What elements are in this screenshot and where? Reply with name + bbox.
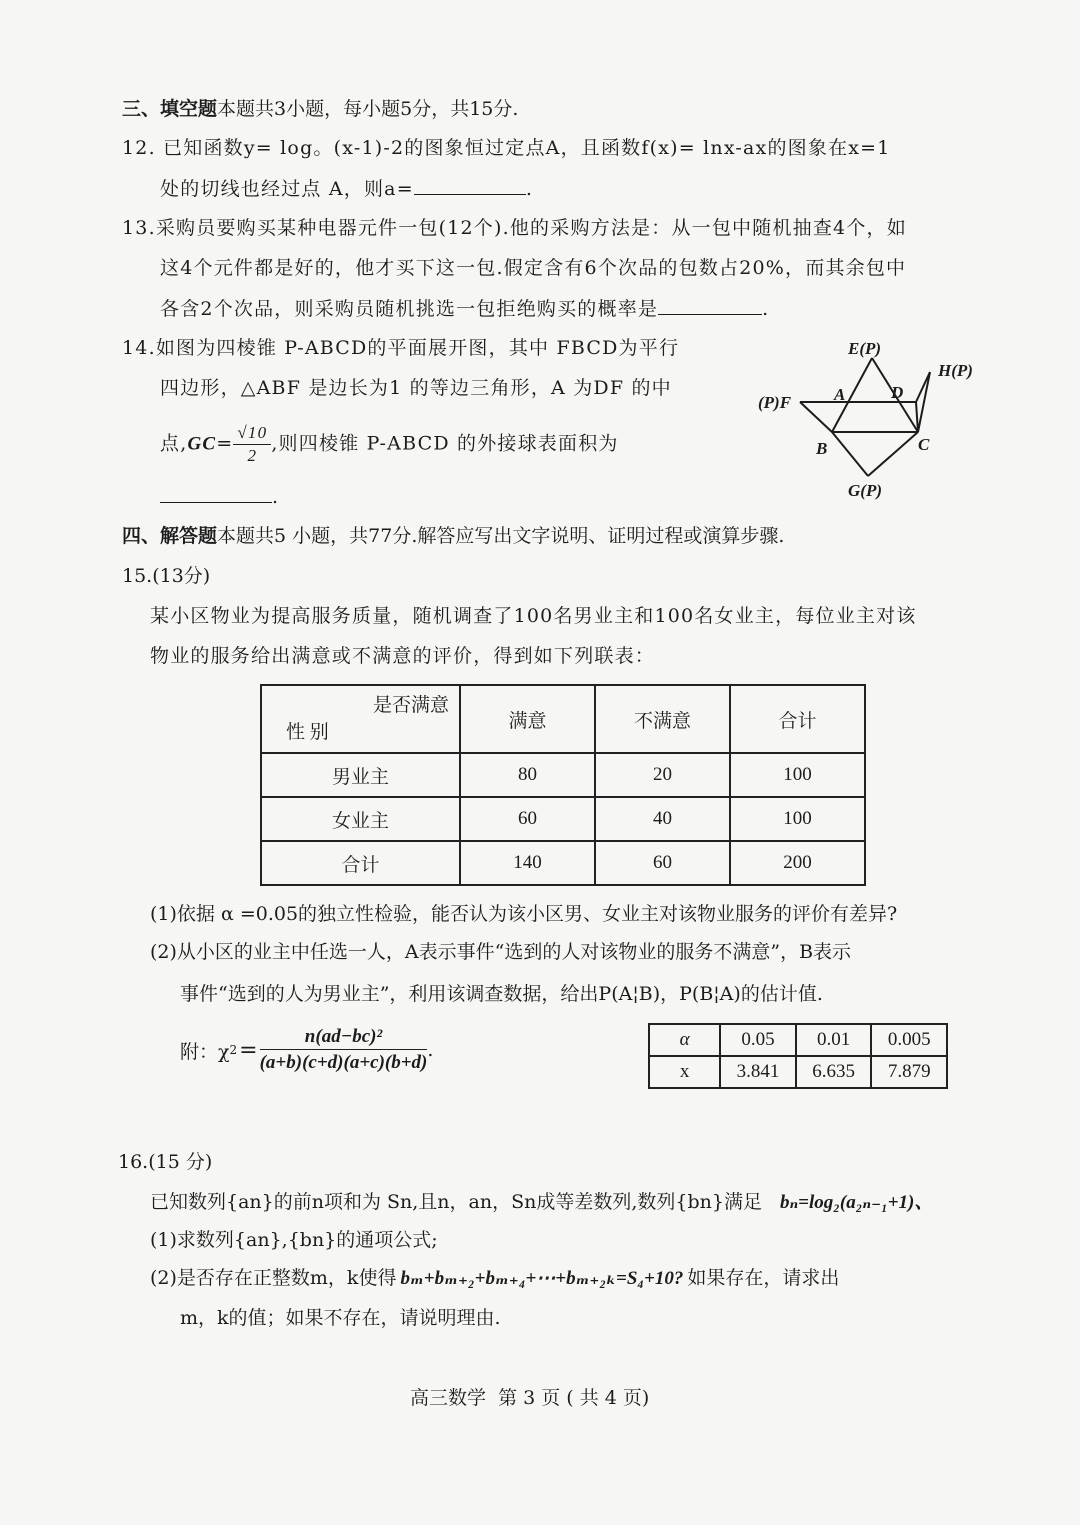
cell: 3.841 <box>720 1056 796 1088</box>
q14-line3 <box>160 424 619 465</box>
q14-eq: = <box>216 432 234 455</box>
cell: 60 <box>595 841 730 885</box>
q13-line1: 13.采购员要购买某种电器元件一包(12个).他的采购方法是：从一包中随机抽查4个，如 <box>122 217 907 239</box>
corner-bottom-label: 性 别 <box>286 722 329 743</box>
cell: 60 <box>460 797 595 841</box>
q16-sub2-cont: m，k的值；如果不存在，请说明理由. <box>180 1307 501 1329</box>
table-row <box>261 841 865 885</box>
label-H: H(P) <box>938 361 973 380</box>
label-A: A <box>834 385 846 404</box>
cell: 0.05 <box>720 1024 796 1056</box>
q16-sub2-text: (2)是否存在正整数m，k使得 <box>150 1267 397 1289</box>
q12-period: . <box>525 178 534 200</box>
chi-square-fraction <box>260 1026 428 1074</box>
cell: 40 <box>595 797 730 841</box>
section4-desc: 本题共5 小题，共77分.解答应写出文字说明、证明过程或演算步骤. <box>217 525 785 547</box>
cell: 100 <box>730 797 865 841</box>
q14-period: . <box>272 486 279 508</box>
row-label: 合计 <box>261 841 460 885</box>
q13-line2: 这4个元件都是好的，他才买下这一包.假定含有6个次品的包数占20%，而其余包中 <box>160 257 907 279</box>
cell: 80 <box>460 753 595 797</box>
edge-GC <box>868 432 918 476</box>
x-label: x <box>649 1056 720 1088</box>
q12-line2-text: 处的切线也经过点 A，则a= <box>160 178 414 200</box>
gc-fraction-num: √10 <box>233 424 271 445</box>
q16-line1 <box>150 1188 933 1217</box>
q16-sub2-post: 如果存在，请求出 <box>687 1267 840 1289</box>
q15-head: 15.(13分) <box>122 565 211 587</box>
section3-label: 三、填空题 <box>122 98 218 120</box>
q14-line3-post: ,则四棱锥 P-ABCD 的外接球表面积为 <box>271 432 619 455</box>
cell: 100 <box>730 753 865 797</box>
header-total: 合计 <box>730 685 865 753</box>
formula-eq: = <box>239 1037 258 1063</box>
bn-formula: bₙ=log₂(a₂ₙ₋₁+1)、 <box>779 1192 934 1213</box>
q13-line3 <box>160 294 769 323</box>
section4-label: 四、解答题 <box>122 525 218 547</box>
q13-answer-blank <box>658 294 762 315</box>
q14-line2: 四边形，△ABF 是边长为1 的等边三角形，A 为DF 的中 <box>160 377 672 399</box>
q16-line1-text: 已知数列{an}的前n项和为 Sn,且n，an，Sn成等差数列,数列{bn}满足 <box>150 1191 762 1213</box>
cell: 140 <box>460 841 595 885</box>
q16-sub1: (1)求数列{an},{bn}的通项公式; <box>150 1229 438 1251</box>
label-C: C <box>918 435 930 454</box>
q12-line1: 12. 已知函数y= log。(x-1)-2的图象恒过定点A，且函数f(x)= lnx-ax的图象在x=1 <box>122 137 891 159</box>
q15-p1: 某小区物业为提高服务质量，随机调查了100名男业主和100名女业主，每位业主对该 <box>150 605 917 627</box>
table-row <box>649 1024 947 1056</box>
q13-line3-text: 各含2个次品，则采购员随机挑选一包拒绝购买的概率是 <box>160 298 659 320</box>
q14-line3-pre: 点, <box>160 432 188 455</box>
contingency-table <box>260 684 866 886</box>
cell: 20 <box>595 753 730 797</box>
label-B: B <box>816 439 828 458</box>
edge-HC <box>918 372 930 432</box>
cell: 200 <box>730 841 865 885</box>
q15-sub1: (1)依据 α =0.05的独立性检验，能否认为该小区男、女业主对该物业服务的评价有差异? <box>150 903 898 925</box>
q15-p2: 物业的服务给出满意或不满意的评价，得到如下列联表： <box>150 645 656 667</box>
chi-square-formula <box>180 1026 433 1074</box>
cell: 0.01 <box>796 1024 872 1056</box>
q16-head: 16.(15 分) <box>118 1151 213 1173</box>
header-satisfied: 满意 <box>460 685 595 753</box>
cell: 6.635 <box>796 1056 872 1088</box>
q14-answer-blank <box>160 482 272 503</box>
section4-heading <box>122 522 784 550</box>
table-corner-cell <box>261 685 460 753</box>
table-row <box>261 797 865 841</box>
page-footer: 高三数学 第 3 页 ( 共 4 页) <box>410 1387 650 1409</box>
section3-heading <box>122 95 518 123</box>
section3-desc: 本题共3小题，每小题5分，共15分. <box>217 98 519 120</box>
formula-num: n(ad−bc)² <box>260 1026 428 1050</box>
q16-sub2 <box>150 1264 839 1293</box>
table-header-row <box>261 685 865 753</box>
header-unsatisfied: 不满意 <box>595 685 730 753</box>
corner-top-label: 是否满意 <box>372 695 449 716</box>
critical-value-table <box>648 1023 948 1089</box>
q12-answer-blank <box>414 174 526 195</box>
edge-FB <box>800 402 832 432</box>
q14-line4 <box>160 482 278 511</box>
gc-fraction-den: 2 <box>247 446 258 465</box>
q15-sub2b: 事件“选到的人为男业主”，利用该调查数据，给出P(A¦B)，P(B¦A)的估计值. <box>180 983 823 1005</box>
formula-end: . <box>427 1039 434 1061</box>
q12-line2 <box>160 174 533 203</box>
label-F: (P)F <box>758 393 792 412</box>
table-row <box>261 753 865 797</box>
table-row <box>649 1056 947 1088</box>
formula-den: (a+b)(c+d)(a+c)(b+d) <box>259 1052 428 1073</box>
gc-fraction <box>233 424 271 465</box>
formula-sq: 2 <box>229 1043 238 1057</box>
q13-period: . <box>762 298 770 320</box>
row-label: 女业主 <box>261 797 460 841</box>
q15-sub2a: (2)从小区的业主中任选一人，A表示事件“选到的人对该物业的服务不满意”，B表示 <box>150 941 852 963</box>
sum-formula: bₘ+bₘ₊₂+bₘ₊₄+⋯+bₘ₊₂ₖ=S₄+10? <box>400 1268 684 1289</box>
alpha-label: α <box>649 1024 720 1056</box>
q14-line1: 14.如图为四棱锥 P-ABCD的平面展开图，其中 FBCD为平行 <box>122 337 680 359</box>
pyramid-net-figure <box>750 336 990 501</box>
label-E: E(P) <box>848 339 882 358</box>
cell: 0.005 <box>871 1024 947 1056</box>
formula-prefix: 附：χ <box>180 1040 230 1063</box>
edge-BG <box>832 432 868 476</box>
label-D: D <box>891 383 904 402</box>
cell: 7.879 <box>871 1056 947 1088</box>
row-label: 男业主 <box>261 753 460 797</box>
label-G: G(P) <box>848 481 882 500</box>
gc-label: GC <box>187 433 217 455</box>
